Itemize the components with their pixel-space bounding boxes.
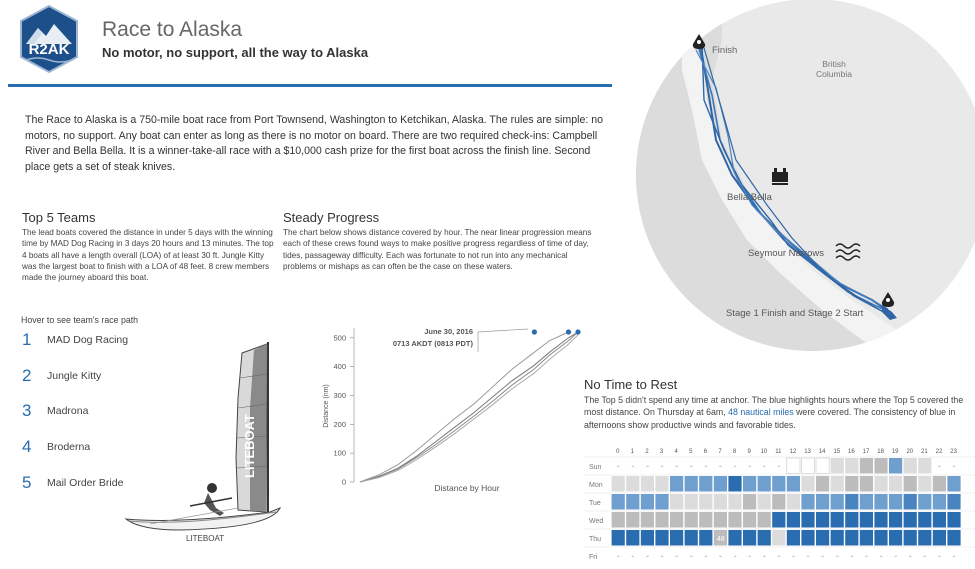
hour-label: 3 (659, 449, 664, 455)
end-point[interactable] (575, 329, 580, 334)
heatmap-cell[interactable] (933, 530, 946, 546)
heatmap-cell[interactable] (801, 458, 814, 474)
annotation-date: June 30, 2016 (424, 327, 473, 336)
heatmap-cell[interactable] (947, 476, 960, 492)
hour-label: 18 (877, 449, 884, 455)
heatmap-cell[interactable] (758, 512, 771, 528)
steady-title: Steady Progress (283, 210, 380, 225)
team-item-mail-order-bride[interactable] (22, 472, 123, 494)
heatmap-cell[interactable] (772, 530, 785, 546)
heatmap-cell[interactable] (889, 512, 902, 528)
heatmap-cell[interactable] (816, 494, 829, 510)
heatmap-cell[interactable] (670, 476, 683, 492)
hour-label: 19 (891, 449, 899, 455)
heatmap-cell[interactable] (612, 512, 625, 528)
heatmap-cell[interactable] (860, 476, 873, 492)
no-time-description (584, 394, 969, 431)
y-axis (333, 328, 354, 487)
heatmap-cell[interactable] (714, 476, 727, 492)
heatmap-cell[interactable] (728, 476, 741, 492)
hour-label: 5 (689, 449, 693, 455)
heatmap-cell[interactable] (743, 530, 756, 546)
y-tick-label: 100 (333, 448, 346, 458)
team-name: Broderna (47, 441, 91, 453)
heatmap-cell[interactable] (889, 458, 902, 474)
hour-label: 17 (862, 449, 870, 455)
heatmap-cell[interactable] (699, 512, 712, 528)
heatmap-cell[interactable] (860, 530, 873, 546)
r2ak-logo (18, 4, 80, 74)
hour-label: 1 (630, 449, 635, 455)
team-rank: 4 (22, 437, 32, 456)
hour-label: 8 (732, 449, 737, 455)
heatmap-cell[interactable] (787, 494, 800, 510)
day-label: Sun (589, 463, 602, 471)
team-item-broderna[interactable] (22, 436, 90, 458)
heatmap-cell[interactable] (743, 494, 756, 510)
heatmap-cell[interactable] (685, 476, 698, 492)
hour-label: 22 (935, 449, 943, 455)
heatmap-cell[interactable] (787, 512, 800, 528)
end-point[interactable] (532, 329, 537, 334)
heatmap-cell[interactable] (874, 530, 887, 546)
y-tick-label: 500 (333, 333, 346, 343)
heatmap-cell[interactable] (816, 530, 829, 546)
team-rank: 1 (22, 330, 32, 349)
heatmap-cell[interactable] (831, 476, 844, 492)
heatmap-cell[interactable] (685, 494, 698, 510)
top5-title: Top 5 Teams (22, 210, 96, 225)
heatmap-cell[interactable] (904, 494, 917, 510)
map-label-finish: Finish (712, 45, 738, 56)
heatmap-value-label: 48 (716, 535, 725, 543)
heatmap-cell[interactable] (626, 530, 639, 546)
heatmap-cell[interactable] (758, 476, 771, 492)
heatmap-cell[interactable] (801, 512, 814, 528)
heatmap-cell[interactable] (933, 512, 946, 528)
hour-label: 7 (718, 449, 722, 455)
heatmap-cell[interactable] (728, 494, 741, 510)
heatmap-cell[interactable] (889, 476, 902, 492)
heatmap-cell[interactable] (787, 476, 800, 492)
hour-label: 15 (833, 449, 841, 455)
heatmap-cell[interactable] (845, 512, 858, 528)
hour-label: 13 (804, 449, 811, 455)
heatmap-cell[interactable] (655, 512, 668, 528)
hour-label: 16 (848, 449, 855, 455)
heatmap-cell[interactable] (685, 530, 698, 546)
heatmap-cell[interactable] (904, 530, 917, 546)
map-label-columbia: Columbia (816, 69, 852, 79)
sail-text: LITEBOAT (242, 413, 257, 478)
page-subtitle: No motor, no support, all the way to Alaska (102, 45, 369, 60)
heatmap-cell[interactable] (904, 458, 917, 474)
heatmap-cell[interactable] (831, 494, 844, 510)
heatmap-cell[interactable] (641, 530, 654, 546)
map-label-stage1: Stage 1 Finish and Stage 2 Start (726, 308, 864, 319)
team-item-jungle-kitty[interactable] (22, 365, 101, 387)
hourly-heatmap[interactable] (584, 444, 975, 569)
map-label-bella-bella: Bella Bella (727, 192, 772, 203)
heatmap-cell[interactable] (787, 458, 800, 474)
team-rank: 5 (22, 473, 32, 492)
heatmap-cell[interactable] (685, 512, 698, 528)
heatmap-cell[interactable] (699, 530, 712, 546)
series-line (360, 335, 578, 482)
team-name: Mail Order Bride (47, 477, 124, 489)
day-label: Fri (589, 553, 598, 561)
heatmap-cell[interactable] (816, 476, 829, 492)
heatmap-cell[interactable] (918, 458, 931, 474)
team-rank: 2 (22, 366, 32, 385)
heatmap-cell[interactable] (758, 494, 771, 510)
heatmap-cell[interactable] (816, 458, 829, 474)
heatmap-cell[interactable] (670, 512, 683, 528)
no-time-title: No Time to Rest (584, 377, 678, 392)
heatmap-cell[interactable] (860, 494, 873, 510)
heatmap-cell[interactable] (874, 476, 887, 492)
heatmap-cell[interactable] (787, 530, 800, 546)
heatmap-cell[interactable] (612, 530, 625, 546)
top5-description: The lead boats covered the distance in under 5 days with the winning time by MAD Dog Racing in 3 days 20 hours and 13 minutes. The top 4 boats all have a length overall (LOA) of at least 30 ft. Jungle Kitty was the largest boat to finish with a LOA of 48 feet. 8 crew members made the journey aboard this boat. (22, 228, 274, 283)
heatmap-cell[interactable] (743, 512, 756, 528)
heatmap-cell[interactable] (874, 458, 887, 474)
heatmap-cell[interactable] (874, 512, 887, 528)
day-label: Thu (589, 535, 602, 543)
heatmap-cell[interactable] (714, 512, 727, 528)
heatmap-cell[interactable] (947, 512, 960, 528)
y-tick-label: 200 (333, 419, 346, 429)
heatmap-cell[interactable] (728, 530, 741, 546)
heatmap-cell[interactable] (947, 530, 960, 546)
annotation-connector (478, 329, 528, 332)
heatmap-cell[interactable] (845, 530, 858, 546)
team-name: MAD Dog Racing (47, 334, 129, 346)
heatmap-cell[interactable] (758, 530, 771, 546)
page-title: Race to Alaska (102, 18, 243, 41)
x-axis-label: Distance by Hour (434, 483, 500, 493)
heatmap-cell[interactable] (831, 512, 844, 528)
y-axis-label: Distance (nm) (323, 384, 330, 428)
heatmap-cell[interactable] (933, 494, 946, 510)
y-tick-label: 0 (341, 477, 346, 487)
heatmap-cell[interactable] (728, 512, 741, 528)
heatmap-cell[interactable] (801, 530, 814, 546)
series-line (360, 332, 578, 482)
heatmap-cell[interactable] (772, 494, 785, 510)
heatmap-cell[interactable] (641, 512, 654, 528)
heatmap-cell[interactable] (801, 494, 814, 510)
heatmap-cell[interactable] (655, 530, 668, 546)
heatmap-cell[interactable] (831, 530, 844, 546)
heatmap-cell[interactable] (816, 512, 829, 528)
heatmap-cell[interactable] (612, 494, 625, 510)
heatmap-cell[interactable] (655, 494, 668, 510)
heatmap-cell[interactable] (714, 494, 727, 510)
intro-paragraph: The Race to Alaska is a 750-mile boat race from Port Townsend, Washington to Ketchikan, Alaska. The rules are simple: no motors, no support. Any boat can enter as long as there is no motor on board. There are two required check-ins: Campbell River and Bella Bella. It is a winner-take-all race with a $10,000 cash prize for the first boat across the finish line. Second place gets a set of steak knives. (25, 114, 604, 173)
heatmap-cell[interactable] (772, 476, 785, 492)
heatmap-cell[interactable] (845, 476, 858, 492)
heatmap-cell[interactable] (918, 530, 931, 546)
day-label: Wed (589, 517, 604, 525)
boat-illustration (120, 338, 290, 538)
race-route-map[interactable] (612, 0, 975, 375)
heatmap-cell[interactable] (772, 512, 785, 528)
hour-label: 10 (760, 449, 768, 455)
map-label-british: British (822, 59, 846, 69)
heatmap-cell[interactable] (743, 476, 756, 492)
no-time-text-before: The Top 5 didn't spend any time at anchor. The blue highlights hours where the Top 5 covered the most distance. On Thursday at 6am, (584, 395, 964, 418)
hour-label: 0 (616, 449, 620, 455)
heatmap-cell[interactable] (801, 476, 814, 492)
no-time-text-after: were covered. The consistency of blue in afternoons show productive winds and favorable tides. (584, 407, 956, 430)
map-label-seymour: Seymour Narrows (748, 248, 825, 259)
heatmap-cell[interactable] (918, 512, 931, 528)
heatmap-cell[interactable] (933, 476, 946, 492)
team-item-madrona[interactable] (22, 400, 88, 422)
steady-description: The chart below shows distance covered by hour. The near linear progression means each of these crews found ways to make positive progress regardless of time of day, tides, passageway difficulty. Each was fortunate to not run into any mechanical problems or mishaps as can often be the case on these waters. (283, 228, 592, 271)
team-name: Jungle Kitty (47, 370, 102, 382)
heatmap-cell[interactable] (889, 494, 902, 510)
hour-label: 23 (950, 449, 957, 455)
y-tick-label: 300 (333, 390, 346, 400)
heatmap-cell[interactable] (670, 494, 683, 510)
heatmap-cell[interactable] (889, 530, 902, 546)
heatmap-cell[interactable] (845, 494, 858, 510)
hour-label: 12 (789, 449, 797, 455)
heatmap-cell[interactable] (904, 512, 917, 528)
hour-label: 9 (747, 449, 751, 455)
heatmap-cell[interactable] (874, 494, 887, 510)
heatmap-cell[interactable] (947, 494, 960, 510)
distance-by-hour-chart (300, 318, 600, 498)
heatmap-cell[interactable] (831, 458, 844, 474)
heatmap-cell[interactable] (626, 476, 639, 492)
hour-label: 6 (703, 449, 708, 455)
hour-label: 4 (674, 449, 678, 455)
y-tick-label: 400 (333, 362, 346, 372)
series-line (360, 332, 578, 482)
boat-label: LITEBOAT (186, 534, 225, 543)
heatmap-cell[interactable] (699, 476, 712, 492)
series-lines (360, 332, 578, 482)
heatmap-cell[interactable] (641, 476, 654, 492)
hour-label: 11 (775, 449, 782, 455)
end-point[interactable] (566, 329, 571, 334)
heatmap-cell[interactable] (655, 476, 668, 492)
header-divider (8, 84, 612, 87)
heatmap-cell[interactable] (612, 476, 625, 492)
hour-label: 20 (906, 449, 914, 455)
series-line (360, 332, 569, 482)
team-rank: 3 (22, 401, 32, 420)
hour-label: 14 (818, 449, 826, 455)
heatmap-cell[interactable] (670, 530, 683, 546)
day-label: Tue (589, 499, 601, 507)
hover-hint: Hover to see team's race path (21, 315, 139, 325)
heatmap-cell[interactable] (845, 458, 858, 474)
logo-text: R2AK (28, 41, 70, 58)
heatmap-cell[interactable] (641, 494, 654, 510)
annotation-time: 0713 AKDT (0813 PDT) (392, 339, 473, 348)
hour-label: 2 (645, 449, 649, 455)
hour-label: 21 (921, 449, 928, 455)
heatmap-cell[interactable] (860, 458, 873, 474)
heatmap-cell[interactable] (918, 476, 931, 492)
heatmap-cell[interactable] (918, 494, 931, 510)
end-points (532, 329, 581, 334)
no-time-highlight: 48 nautical miles (728, 407, 794, 418)
heatmap-cell[interactable] (626, 512, 639, 528)
team-name: Madrona (47, 405, 89, 417)
heatmap-cell[interactable] (860, 512, 873, 528)
heatmap-cell[interactable] (699, 494, 712, 510)
day-label: Mon (589, 481, 603, 489)
team-item-mad-dog-racing[interactable] (22, 329, 128, 351)
heatmap-cell[interactable] (626, 494, 639, 510)
heatmap-cell[interactable] (904, 476, 917, 492)
